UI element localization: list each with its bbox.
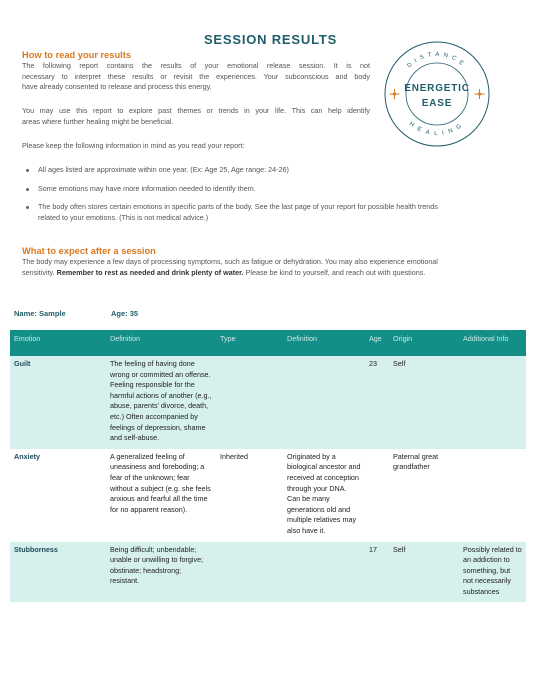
table-row xyxy=(10,449,526,542)
list-item: All ages listed are approximate within one year. (Ex: Age 25, Age range: 24-26) xyxy=(22,165,522,176)
how-to-read-paragraph-1: The following report contains the results of your emotional release session. It is not necessary to interpret these results or revisit the experiences. Your subconscious and body have already consented to release and process this energy. xyxy=(22,61,370,92)
svg-text:DISTANCE: DISTANCE xyxy=(406,51,468,70)
definition-cell: Being difficult; unbendable; unable or unwilling to forgive; obstinate; headstrong; resistant. xyxy=(106,542,216,603)
column-header-type-definition: Definition xyxy=(283,330,365,356)
how-to-read-heading: How to read your results xyxy=(22,50,132,60)
guidelines-list xyxy=(22,165,522,223)
origin-cell: Self xyxy=(389,356,459,449)
logo-emblem xyxy=(383,40,491,148)
table-row xyxy=(10,542,526,603)
how-to-read-paragraph-2: You may use this report to explore past themes or trends in your life. This can help identify areas where further healing might be beneficial. xyxy=(22,106,370,126)
additional-info-cell xyxy=(459,356,526,449)
column-header-definition: Definition xyxy=(106,330,216,356)
table-header-row xyxy=(10,330,526,356)
type-cell xyxy=(216,542,283,603)
svg-text:ENERGETIC: ENERGETIC xyxy=(404,83,470,94)
after-session-heading: What to expect after a session xyxy=(22,246,156,256)
definition-cell: A generalized feeling of uneasiness and foreboding; a fear of the unknown; fear without a subject (e.g. she feels anxious and fearful all the time for no apparent reason). xyxy=(106,449,216,542)
additional-info-cell: Possibly related to an addiction to something, but not necessarily substances xyxy=(459,542,526,603)
age-cell xyxy=(365,449,389,542)
list-item: Some emotions may have more information needed to identify them. xyxy=(22,184,522,195)
column-header-type: Type xyxy=(216,330,283,356)
emotion-cell: Guilt xyxy=(10,356,106,449)
column-header-age: Age xyxy=(365,330,389,356)
type-definition-cell: Originated by a biological ancestor and received at conception through your DNA. Can be many generations old and multiple relatives may also have it. xyxy=(283,449,365,542)
results-table xyxy=(10,330,526,602)
column-header-origin: Origin xyxy=(389,330,459,356)
type-cell xyxy=(216,356,283,449)
table-row xyxy=(10,356,526,449)
how-to-read-paragraph-3: Please keep the following information in mind as you read your report: xyxy=(22,141,245,150)
type-cell: Inherited xyxy=(216,449,283,542)
definition-cell: The feeling of having done wrong or committed an offense. Feeling responsible for the harmful actions of another (e.g., abuse, parents' divorce, death, etc.) Often accompanied by feelings of depression, shame and self-abuse. xyxy=(106,356,216,449)
additional-info-cell xyxy=(459,449,526,542)
emotion-cell: Stubborness xyxy=(10,542,106,603)
svg-text:EASE: EASE xyxy=(421,98,453,109)
type-definition-cell xyxy=(283,542,365,603)
list-item: The body often stores certain emotions in specific parts of the body. See the last page of your report for possible health trends related to your emotions. (This is not medical advice.) xyxy=(22,202,522,223)
client-age: Age: 35 xyxy=(111,309,139,318)
origin-cell: Self xyxy=(389,542,459,603)
origin-cell: Paternal great grandfather xyxy=(389,449,459,542)
svg-text:HEALING: HEALING xyxy=(407,121,467,138)
column-header-additional-info: Additional Info xyxy=(459,330,526,356)
age-cell: 23 xyxy=(365,356,389,449)
page-title: SESSION RESULTS xyxy=(203,32,338,47)
type-definition-cell xyxy=(283,356,365,449)
client-name: Name: Sample xyxy=(14,309,66,318)
column-header-emotion: Emotion xyxy=(10,330,106,356)
distance-energetic-ease-healing-logo xyxy=(383,40,491,148)
rest-and-water-reminder: Remember to rest as needed and drink plenty of water. xyxy=(56,267,244,277)
emotion-cell: Anxiety xyxy=(10,449,106,542)
after-session-paragraph: The body may experience a few days of processing symptoms, such as fatigue or dehydration. You may also experience emotional sensitivity. Remember to rest as needed and drink plenty of water. Please be kind to yourself, and reach out with questions. xyxy=(22,257,438,277)
age-cell: 17 xyxy=(365,542,389,603)
